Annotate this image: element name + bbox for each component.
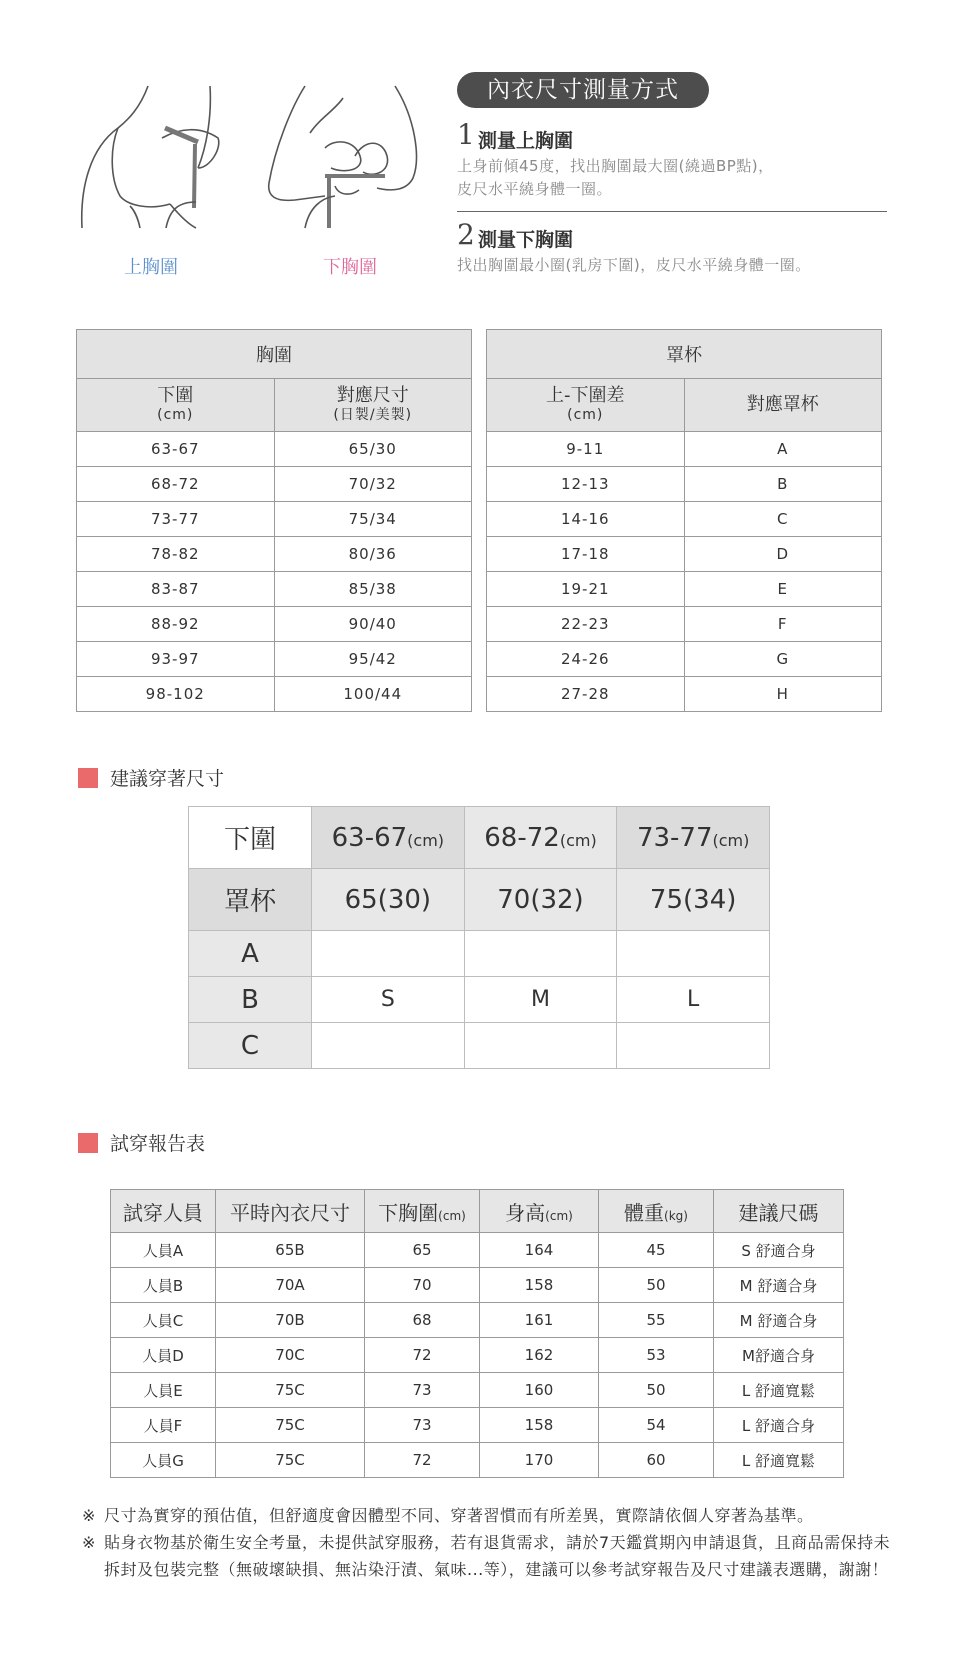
upper-bust-figure [70, 78, 240, 248]
section-marker-icon [78, 1133, 98, 1153]
recommend-underbust-label: 下圍 [189, 807, 312, 869]
bust-size-table [76, 329, 472, 712]
table-row: 98-102 100/44 [77, 677, 472, 712]
recommend-cup-label: 罩杯 [189, 869, 312, 931]
recommend-table [188, 806, 770, 1069]
table-row: 27-28 H [487, 677, 882, 712]
recommend-range-2: 68-72(cm) [464, 807, 617, 869]
step-divider [457, 211, 887, 212]
table-row: 人員B 70A 70 158 50 M 舒適合身 [111, 1268, 844, 1303]
bust-col-underbust: 下圍 (cm) [77, 379, 275, 432]
step1-number: 1 [457, 118, 475, 151]
step2-desc: 找出胸圍最小圈(乳房下圍)，皮尺水平繞身體一圈。 [457, 256, 811, 274]
recommend-cup-3: 75(34) [617, 869, 770, 931]
table-row: 人員E 75C 73 160 50 L 舒適寬鬆 [111, 1373, 844, 1408]
table-row: 人員D 70C 72 162 53 M舒適合身 [111, 1338, 844, 1373]
table-row: 12-13 B [487, 467, 882, 502]
table-row: A [189, 931, 770, 977]
table-row: 人員G 75C 72 170 60 L 舒適寬鬆 [111, 1443, 844, 1478]
table-row: 19-21 E [487, 572, 882, 607]
table-row: 24-26 G [487, 642, 882, 677]
note-1: ※ 尺寸為實穿的預估值，但舒適度會因體型不同、穿著習慣而有所差異，實際請依個人穿著為基準。 [82, 1506, 814, 1525]
trial-col-person: 試穿人員 [111, 1190, 216, 1233]
upper-bust-label: 上胸圍 [124, 257, 178, 278]
trial-col-height: 身高(cm) [480, 1190, 599, 1233]
trial-section-header: 試穿報告表 [78, 1129, 205, 1151]
measure-title: 內衣尺寸測量方式 [457, 72, 709, 108]
cup-col-diff: 上-下圍差 (cm) [487, 379, 685, 432]
cup-col-cup: 對應罩杯 [684, 379, 882, 432]
table-row: 83-87 85/38 [77, 572, 472, 607]
table-row: B S M L [189, 977, 770, 1023]
recommend-cup-1: 65(30) [312, 869, 465, 931]
step2-number: 2 [457, 218, 475, 251]
table-row: 88-92 90/40 [77, 607, 472, 642]
trial-report-table [110, 1189, 844, 1478]
trial-col-underbust: 下胸圍(cm) [365, 1190, 480, 1233]
table-row: C [189, 1023, 770, 1069]
table-row: 73-77 75/34 [77, 502, 472, 537]
trial-col-weight: 體重(kg) [599, 1190, 714, 1233]
trial-col-recommend: 建議尺碼 [714, 1190, 844, 1233]
section-marker-icon [78, 768, 98, 788]
under-bust-figure [265, 78, 430, 248]
table-row: 9-11 A [487, 432, 882, 467]
table-row: 17-18 D [487, 537, 882, 572]
table-row: 63-67 65/30 [77, 432, 472, 467]
table-row: 68-72 70/32 [77, 467, 472, 502]
step1-desc: 上身前傾45度，找出胸圍最大圈(繞過BP點)， 皮尺水平繞身體一圈。 [457, 157, 774, 198]
bust-table-title: 胸圍 [77, 330, 472, 379]
table-row: 78-82 80/36 [77, 537, 472, 572]
table-row: 人員A 65B 65 164 45 S 舒適合身 [111, 1233, 844, 1268]
step2-title: 測量下胸圍 [478, 229, 574, 251]
table-row: 人員F 75C 73 158 54 L 舒適合身 [111, 1408, 844, 1443]
table-row: 人員C 70B 68 161 55 M 舒適合身 [111, 1303, 844, 1338]
table-row: 22-23 F [487, 607, 882, 642]
under-bust-label: 下胸圍 [323, 257, 377, 278]
bust-col-size: 對應尺寸 (日製/美製) [274, 379, 472, 432]
recommend-range-3: 73-77(cm) [617, 807, 770, 869]
table-row: 14-16 C [487, 502, 882, 537]
table-row: 93-97 95/42 [77, 642, 472, 677]
step1-title: 測量上胸圍 [478, 130, 574, 152]
trial-col-usual-size: 平時內衣尺寸 [216, 1190, 365, 1233]
recommend-cup-2: 70(32) [464, 869, 617, 931]
recommend-range-1: 63-67(cm) [312, 807, 465, 869]
cup-size-table [486, 329, 882, 712]
note-2: ※ 貼身衣物基於衛生安全考量，未提供試穿服務，若有退貨需求，請於7天鑑賞期內申請退貨，且商品需保持未拆封及包裝完整（無破壞缺損、無沾染汙漬、氣味...等），建議可以參考試穿報告及尺寸建議表選購，謝謝！ [82, 1533, 891, 1579]
recommend-section-header: 建議穿著尺寸 [78, 764, 224, 786]
cup-table-title: 罩杯 [487, 330, 882, 379]
